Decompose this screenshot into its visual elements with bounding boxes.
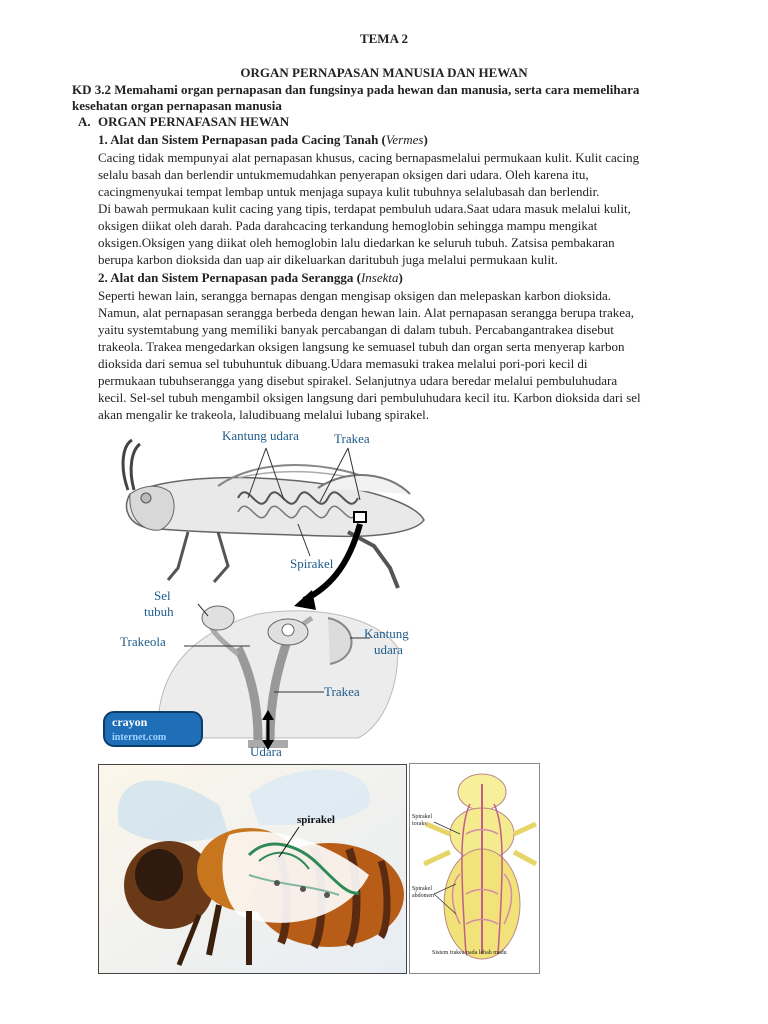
label-trakea-top: Trakea bbox=[334, 431, 370, 446]
sub2-line-7: kecil. Sel-sel tubuh mengambil oksigen langsung dari pembuluhudara kecil itu. Karbon dioksida dari sel bbox=[98, 390, 641, 405]
sub2-line-4: trakeola. Trakea mengedarkan oksigen langsung ke semuasel tubuh dan organ serta menyerap karbon bbox=[98, 339, 625, 354]
label-tubuh: tubuh bbox=[144, 604, 174, 619]
bee-spiracle-figure bbox=[98, 764, 407, 974]
crayon-internet-logo bbox=[104, 712, 202, 746]
sub1-line-1: Cacing tidak mempunyai alat pernapasan khusus, cacing bernapasmelalui permukaan kulit. Kulit cacing bbox=[98, 150, 640, 165]
tema-title: TEMA 2 bbox=[359, 31, 409, 46]
label-spirakel-bee: spirakel bbox=[297, 814, 335, 826]
sub1-heading-pre: Alat dan Sistem Pernapasan pada Cacing Tanah ( bbox=[110, 132, 386, 147]
sub2-number: 2. bbox=[98, 270, 108, 285]
grasshopper-illustration bbox=[123, 440, 424, 588]
sub1-line-4: Di bawah permukaan kulit cacing yang tipis, terdapat pembuluh udara.Saat udara masuk melalui kulit, bbox=[98, 201, 631, 216]
figure3-caption: Sistem trakea pada lebah madu bbox=[432, 950, 507, 956]
sub1-line-3: cacingmenyukai tempat lembap untuk menjaga supaya kulit tubuhnya selalubasah dan berlendir. bbox=[98, 184, 600, 199]
bee-trachea-svg bbox=[410, 764, 539, 973]
label-toraks: toraks bbox=[412, 821, 427, 827]
grasshopper-trachea-figure bbox=[98, 428, 432, 760]
sub1-number: 1. bbox=[98, 132, 108, 147]
label-spirakel-abdomen: Spirakel bbox=[412, 886, 432, 892]
label-trakeola: Trakeola bbox=[120, 634, 166, 649]
kd-line-1: KD 3.2 Memahami organ pernapasan dan fungsinya pada hewan dan manusia, serta cara memelihara bbox=[72, 82, 640, 97]
sub2-line-5: dioksida dari semua sel tubuhuntuk dibuang.Udara memasuki trakea melalui pori-pori kecil di bbox=[98, 356, 588, 371]
label-sel: Sel bbox=[154, 588, 171, 603]
label-abdomen: abdomen bbox=[412, 893, 434, 899]
sub2-heading-post: ) bbox=[398, 270, 403, 285]
logo-text-2: internet.com bbox=[112, 732, 167, 743]
main-title: ORGAN PERNAPASAN MANUSIA DAN HEWAN bbox=[240, 65, 528, 80]
label-kantung-udara: Kantung udara bbox=[222, 428, 299, 443]
label-spirakel-toraks: Spirakel bbox=[412, 814, 432, 820]
sub1-line-7: berupa karbon dioksida dan uap air dikeluarkan daritubuh juga melalui permukaan kulit. bbox=[98, 252, 558, 267]
sub1-line-6: oksigen.Oksigen yang diikat oleh hemoglobin lalu diedarkan ke seluruh tubuh. Zatsisa pembakaran bbox=[98, 235, 615, 250]
sub2-heading-pre: Alat dan Sistem Pernapasan pada Serangga ( bbox=[110, 270, 361, 285]
sub1-line-5: oksigen diikat oleh darah. Pada darahcacing terkandung hemoglobin sehingga mampu mengikat bbox=[98, 218, 598, 233]
label-trakea-bottom: Trakea bbox=[324, 684, 360, 699]
bee-illustration-svg bbox=[99, 765, 406, 973]
sub1-heading bbox=[98, 131, 428, 148]
sub2-line-2: Namun, alat pernapasan serangga berbeda dengan hewan lain. Alat pernapasan serangga berupa trakea, bbox=[98, 305, 635, 320]
sub2-heading-italic: Insekta bbox=[360, 270, 399, 285]
kd-line-2: kesehatan organ pernapasan manusia bbox=[72, 98, 282, 113]
label-spirakel: Spirakel bbox=[290, 556, 334, 571]
sub1-heading-post: ) bbox=[423, 132, 428, 147]
sub2-line-8: akan mengalir ke trakeola, laludibuang melalui lubang spirakel. bbox=[98, 407, 430, 422]
section-a-heading: ORGAN PERNAFASAN HEWAN bbox=[98, 114, 290, 129]
logo-text-1: crayon bbox=[112, 715, 148, 729]
sub1-line-2: selalu basah dan berlendir untukmemudahkan penyerapan oksigen dari udara. Oleh karena itu, bbox=[98, 167, 589, 182]
section-a-letter: A. bbox=[78, 114, 91, 129]
label-udara: Udara bbox=[250, 744, 282, 759]
label-kantung: Kantung bbox=[364, 626, 409, 641]
grasshopper-diagram-svg bbox=[98, 428, 432, 760]
label-udara-2: udara bbox=[374, 642, 403, 657]
sub2-heading bbox=[98, 269, 403, 286]
bee-trachea-system-figure bbox=[409, 763, 540, 974]
sub1-heading-italic: Vermes bbox=[385, 132, 424, 147]
sub2-line-3: yaitu systemtabung yang memiliki banyak percabangan di dalam tubuh. Percabangantrakea disebut bbox=[98, 322, 614, 337]
sub2-line-1: Seperti hewan lain, serangga bernapas dengan mengisap oksigen dan melepaskan karbon dioksida. bbox=[98, 288, 611, 303]
sub2-line-6: permukaan tubuhserangga yang disebut spirakel. Selanjutnya udara beredar melalui pembuluhudara bbox=[98, 373, 618, 388]
